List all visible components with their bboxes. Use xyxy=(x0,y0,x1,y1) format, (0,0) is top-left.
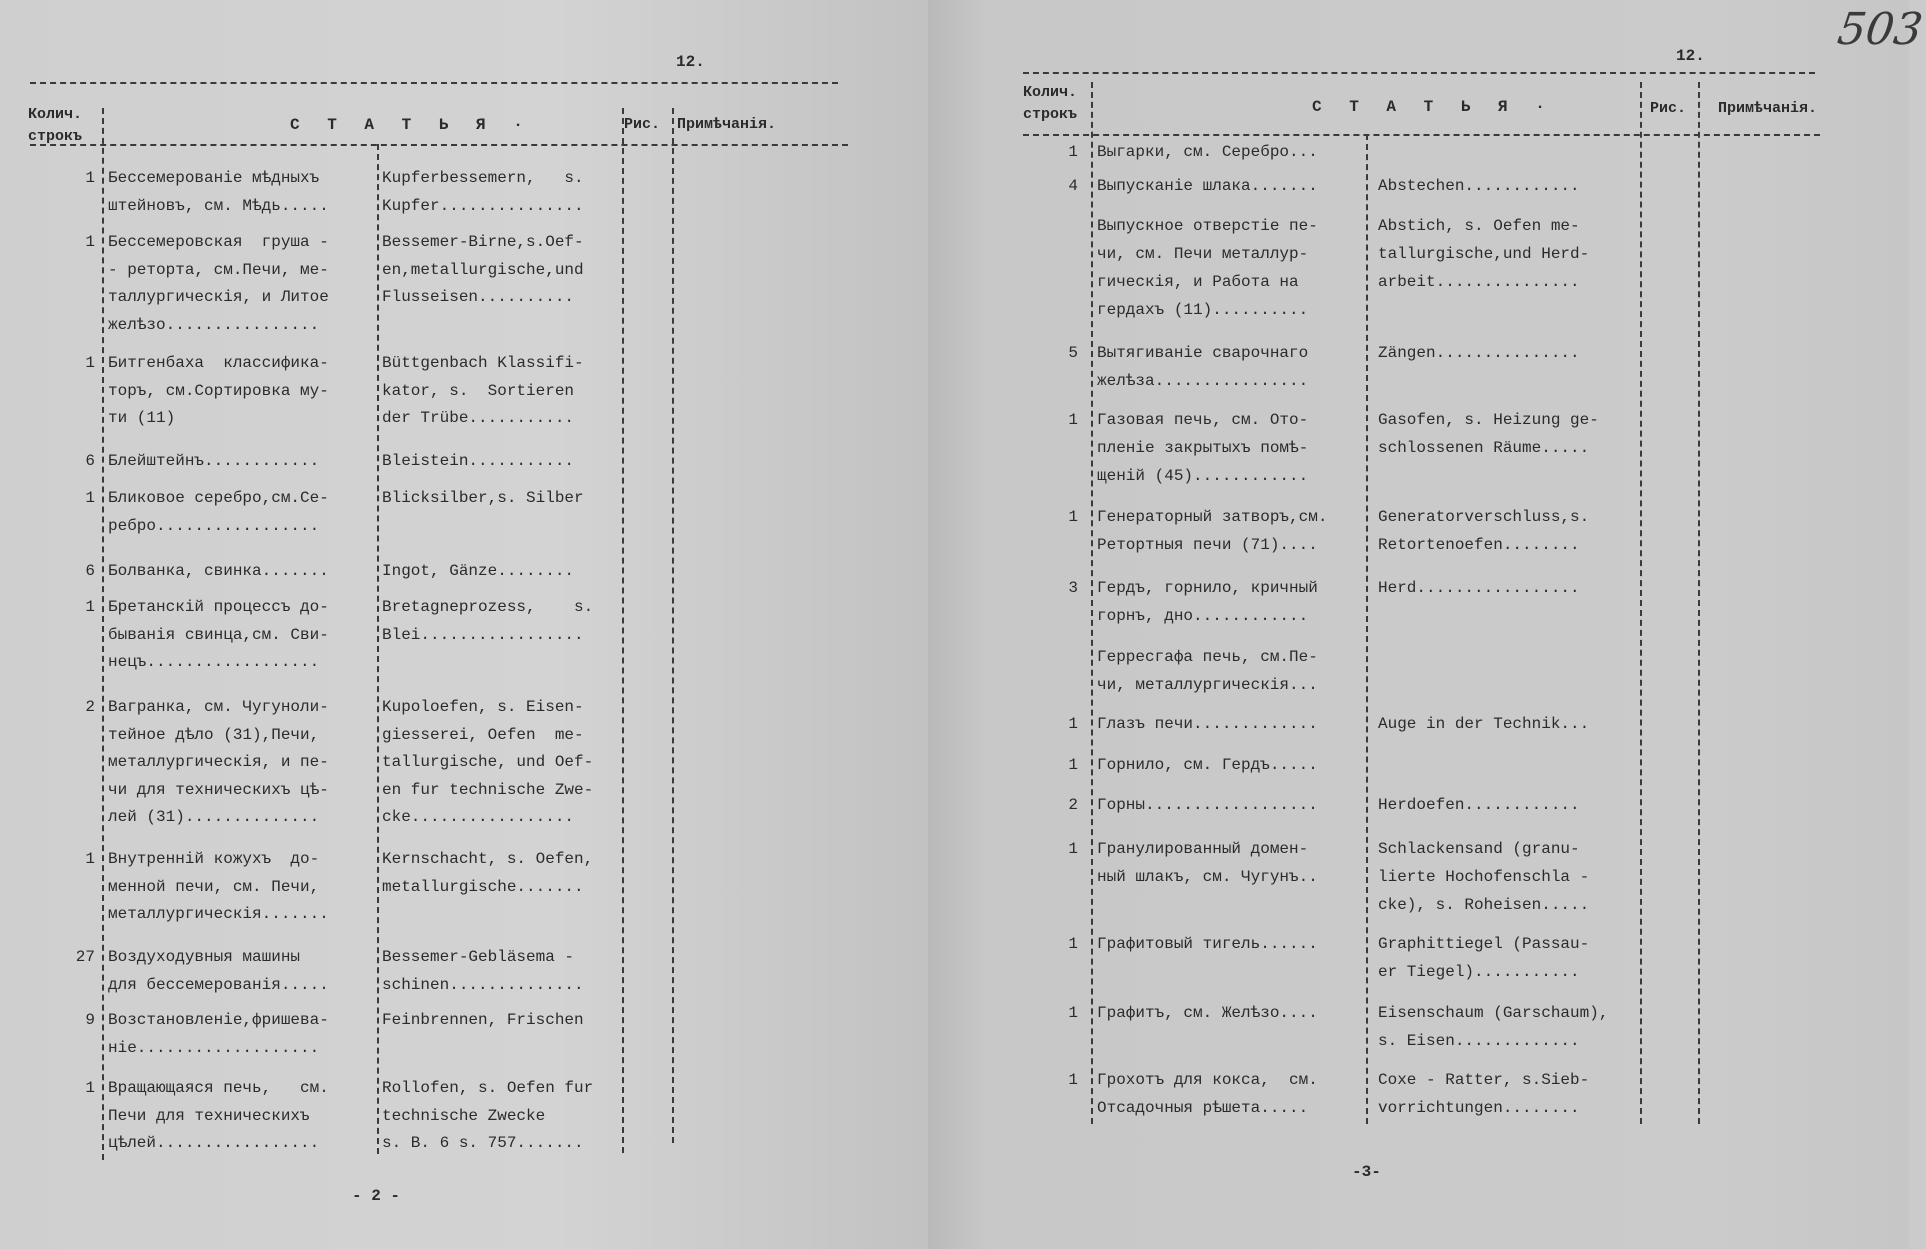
german-term-line: Abstechen............ xyxy=(1378,177,1580,195)
russian-term-line: Воздуходувныя машины xyxy=(108,948,301,966)
german-term-line: Retortenoefen........ xyxy=(1378,536,1580,554)
russian-term-line: щеній (45)............ xyxy=(1097,467,1309,485)
russian-term-line: лей (31).............. xyxy=(108,808,320,826)
page-header-number: 12. xyxy=(1676,47,1705,65)
german-term-line: vorrichtungen........ xyxy=(1378,1099,1580,1117)
divider xyxy=(1023,134,1820,136)
line-count: 1 xyxy=(85,354,95,372)
russian-term-line: желѣза................ xyxy=(1097,372,1309,390)
line-count: 2 xyxy=(1068,796,1078,814)
german-term-line: technische Zwecke xyxy=(382,1106,546,1125)
russian-term-line: металлургическія....... xyxy=(108,905,329,923)
column-rule xyxy=(102,108,104,1160)
russian-term-line: торъ, см.Сортировка му- xyxy=(108,381,329,400)
german-term-line: Bleistein........... xyxy=(382,452,575,470)
line-count: 1 xyxy=(1068,508,1078,526)
column-header-article: С Т А Т Ь Я · xyxy=(290,116,532,134)
russian-term-line: для бессемерованія..... xyxy=(108,975,329,994)
russian-term-line: Вращающаяся печь, см. xyxy=(108,1079,329,1097)
russian-term-line: штейновъ, см. Мѣдь..... xyxy=(108,196,329,215)
russian-term-line: таллургическія, и Литое xyxy=(108,288,329,306)
german-term-line: schinen.............. xyxy=(382,975,584,994)
german-term-line: Coxe - Ratter, s.Sieb- xyxy=(1378,1071,1590,1089)
line-count: 3 xyxy=(1068,579,1078,597)
russian-term-line: цѣлей................. xyxy=(108,1134,320,1152)
russian-term-line: Выпусканіе шлака....... xyxy=(1097,177,1318,195)
russian-term-line: Возстановленіе,фришева- xyxy=(108,1011,329,1029)
line-count: 1 xyxy=(85,233,95,251)
column-rule xyxy=(1366,134,1368,1124)
german-term-line: Bessemer-Gebläsema - xyxy=(382,948,575,966)
russian-term-line: ребро................. xyxy=(108,516,320,535)
line-count: 1 xyxy=(1068,1004,1078,1022)
russian-term-line: Выпускное отверстіе пе- xyxy=(1097,217,1318,235)
column-rule xyxy=(672,108,674,1143)
column-header-article: С Т А Т Ь Я · xyxy=(1312,98,1554,116)
russian-term-line: Гранулированный домен- xyxy=(1097,840,1309,858)
line-count: 6 xyxy=(85,452,95,470)
russian-term-line: Гердъ, горнило, кричный xyxy=(1097,579,1318,597)
german-term-line: s. Eisen............. xyxy=(1378,1032,1580,1050)
russian-term-line: желѣзо................ xyxy=(108,315,320,334)
german-term-line: Rollofen, s. Oefen fur xyxy=(382,1079,594,1097)
german-term-line: Blei................. xyxy=(382,625,584,644)
german-term-line: en,metallurgische,und xyxy=(382,260,584,279)
german-term-line: Bretagneprozess, s. xyxy=(382,598,594,616)
russian-term-line: Ретортныя печи (71).... xyxy=(1097,536,1318,554)
russian-term-line: горнъ, дно............ xyxy=(1097,607,1309,625)
german-term-line: Kernschacht, s. Oefen, xyxy=(382,850,594,868)
german-term-line: Blicksilber,s. Silber xyxy=(382,489,584,507)
russian-term-line: Герресгафа печь, см.Пе- xyxy=(1097,648,1318,666)
divider xyxy=(30,144,848,146)
german-term-line: Bessemer-Birne,s.Oef- xyxy=(382,233,584,251)
russian-term-line: ніе................... xyxy=(108,1038,320,1057)
russian-term-line: Бликовое серебро,см.Се- xyxy=(108,489,329,507)
line-count: 4 xyxy=(1068,177,1078,195)
column-header-figure: Рис. xyxy=(624,116,661,133)
german-term-line: Graphittiegel (Passau- xyxy=(1378,935,1590,953)
line-count: 1 xyxy=(1068,935,1078,953)
russian-term-line: Выгарки, см. Серебро... xyxy=(1097,143,1318,161)
russian-term-line: Графитъ, см. Желѣзо.... xyxy=(1097,1004,1318,1022)
german-term-line: Zängen............... xyxy=(1378,344,1580,362)
german-term-line: Ingot, Gänze........ xyxy=(382,562,575,580)
column-rule xyxy=(1640,82,1642,1124)
column-header-count: Колич. строкъ xyxy=(1023,84,1078,123)
russian-term-line: менной печи, см. Печи, xyxy=(108,877,320,896)
line-count: 1 xyxy=(85,169,95,187)
russian-term-line: Грохотъ для кокса, см. xyxy=(1097,1071,1318,1089)
line-count: 1 xyxy=(85,850,95,868)
russian-term-line: Блейштейнъ............ xyxy=(108,452,320,470)
german-term-line: Abstich, s. Oefen me- xyxy=(1378,217,1580,235)
line-count: 1 xyxy=(1068,840,1078,858)
russian-term-line: Горнило, см. Гердъ..... xyxy=(1097,756,1318,774)
german-term-line: cke), s. Roheisen..... xyxy=(1378,896,1590,914)
russian-term-line: Бретанскій процессъ до- xyxy=(108,598,329,616)
german-term-line: giesserei, Oefen me- xyxy=(382,725,584,744)
line-count: 1 xyxy=(1068,756,1078,774)
russian-term-line: Бессемеровская груша - xyxy=(108,233,329,251)
russian-term-line: Внутренній кожухъ до- xyxy=(108,850,320,868)
russian-term-line: Генераторный затворъ,см. xyxy=(1097,508,1328,526)
line-count: 1 xyxy=(1068,1071,1078,1089)
russian-term-line: металлургическія, и пе- xyxy=(108,753,329,771)
column-rule xyxy=(622,108,624,1153)
column-header-figure: Рис. xyxy=(1650,100,1687,117)
german-term-line: kator, s. Sortieren xyxy=(382,381,575,400)
german-term-line: Feinbrennen, Frischen xyxy=(382,1011,584,1029)
russian-term-line: чи, см. Печи металлур- xyxy=(1097,245,1309,263)
german-term-line: Herdoefen............ xyxy=(1378,796,1580,814)
line-count: 6 xyxy=(85,562,95,580)
german-term-line: Gasofen, s. Heizung ge- xyxy=(1378,411,1599,429)
russian-term-line: быванія свинца,см. Сви- xyxy=(108,625,329,644)
german-term-line: Kupoloefen, s. Eisen- xyxy=(382,698,584,716)
left-page xyxy=(0,0,928,1249)
line-count: 27 xyxy=(75,948,95,966)
line-count: 1 xyxy=(85,1079,95,1097)
russian-term-line: Вагранка, см. Чугуноли- xyxy=(108,698,329,716)
divider xyxy=(1023,72,1815,74)
german-term-line: lierte Hochofenschla - xyxy=(1378,868,1590,886)
german-term-line: Kupfer............... xyxy=(382,196,584,215)
german-term-line: er Tiegel)........... xyxy=(1378,963,1580,981)
german-term-line: metallurgische....... xyxy=(382,877,584,896)
german-term-line: Kupferbessemern, s. xyxy=(382,169,584,187)
russian-term-line: чи, металлургическія... xyxy=(1097,676,1318,694)
column-rule xyxy=(1698,82,1700,1124)
russian-term-line: гердахъ (11).......... xyxy=(1097,301,1309,319)
german-term-line: Herd................. xyxy=(1378,579,1580,597)
german-term-line: s. B. 6 s. 757....... xyxy=(382,1134,584,1152)
german-term-line: tallurgische, und Oef- xyxy=(382,753,594,771)
line-count: 5 xyxy=(1068,344,1078,362)
russian-term-line: Вытягиваніе сварочнаго xyxy=(1097,344,1309,362)
russian-term-line: ти (11) xyxy=(108,409,176,427)
russian-term-line: Отсадочныя рѣшета..... xyxy=(1097,1099,1309,1117)
russian-term-line: Графитовый тигель...... xyxy=(1097,935,1318,953)
russian-term-line: Бессемерованіе мѣдныхъ xyxy=(108,169,320,187)
page-footer-number: - 2 - xyxy=(352,1187,401,1205)
german-term-line: Auge in der Technik... xyxy=(1378,715,1590,733)
german-term-line: Flusseisen.......... xyxy=(382,288,575,306)
russian-term-line: Битгенбаха классифика- xyxy=(108,354,329,372)
page-header-number: 12. xyxy=(676,53,705,71)
german-term-line: cke................. xyxy=(382,808,575,826)
column-header-notes: Примѣчанія. xyxy=(1718,100,1818,117)
column-rule xyxy=(377,144,379,1154)
russian-term-line: гическія, и Работа на xyxy=(1097,273,1299,291)
russian-term-line: - реторта, см.Печи, ме- xyxy=(108,260,329,279)
line-count: 2 xyxy=(85,698,95,716)
line-count: 1 xyxy=(1068,143,1078,161)
german-term-line: Schlackensand (granu- xyxy=(1378,840,1580,858)
german-term-line: en fur technische Zwe- xyxy=(382,780,594,799)
russian-term-line: чи для техническихъ цѣ- xyxy=(108,780,329,799)
right-page xyxy=(928,0,1926,1249)
line-count: 9 xyxy=(85,1011,95,1029)
russian-term-line: тейное дѣло (31),Печи, xyxy=(108,725,320,744)
russian-term-line: пленіе закрытыхъ помѣ- xyxy=(1097,439,1309,457)
column-rule xyxy=(1091,82,1093,1124)
russian-term-line: Печи для техническихъ xyxy=(108,1106,310,1125)
column-header-count: Колич. строкъ xyxy=(28,106,83,145)
german-term-line: Büttgenbach Klassifi- xyxy=(382,354,584,372)
line-count: 1 xyxy=(1068,411,1078,429)
line-count: 1 xyxy=(1068,715,1078,733)
german-term-line: tallurgische,und Herd- xyxy=(1378,245,1590,263)
russian-term-line: нецъ.................. xyxy=(108,653,320,671)
line-count: 1 xyxy=(85,489,95,507)
german-term-line: der Trübe........... xyxy=(382,409,575,427)
divider xyxy=(30,82,838,84)
russian-term-line: ный шлакъ, см. Чугунъ.. xyxy=(1097,868,1318,886)
column-header-notes: Примѣчанія. xyxy=(677,116,777,133)
german-term-line: schlossenen Räume..... xyxy=(1378,439,1590,457)
german-term-line: Eisenschaum (Garschaum), xyxy=(1378,1004,1609,1022)
line-count: 1 xyxy=(85,598,95,616)
archive-number-handwritten: 503 xyxy=(1834,4,1926,55)
page-footer-number: -3- xyxy=(1352,1163,1381,1181)
russian-term-line: Глазъ печи............. xyxy=(1097,715,1318,733)
german-term-line: arbeit............... xyxy=(1378,273,1580,291)
russian-term-line: Газовая печь, см. Ото- xyxy=(1097,411,1309,429)
german-term-line: Generatorverschluss,s. xyxy=(1378,508,1590,526)
russian-term-line: Болванка, свинка....... xyxy=(108,562,329,580)
russian-term-line: Горны.................. xyxy=(1097,796,1318,814)
